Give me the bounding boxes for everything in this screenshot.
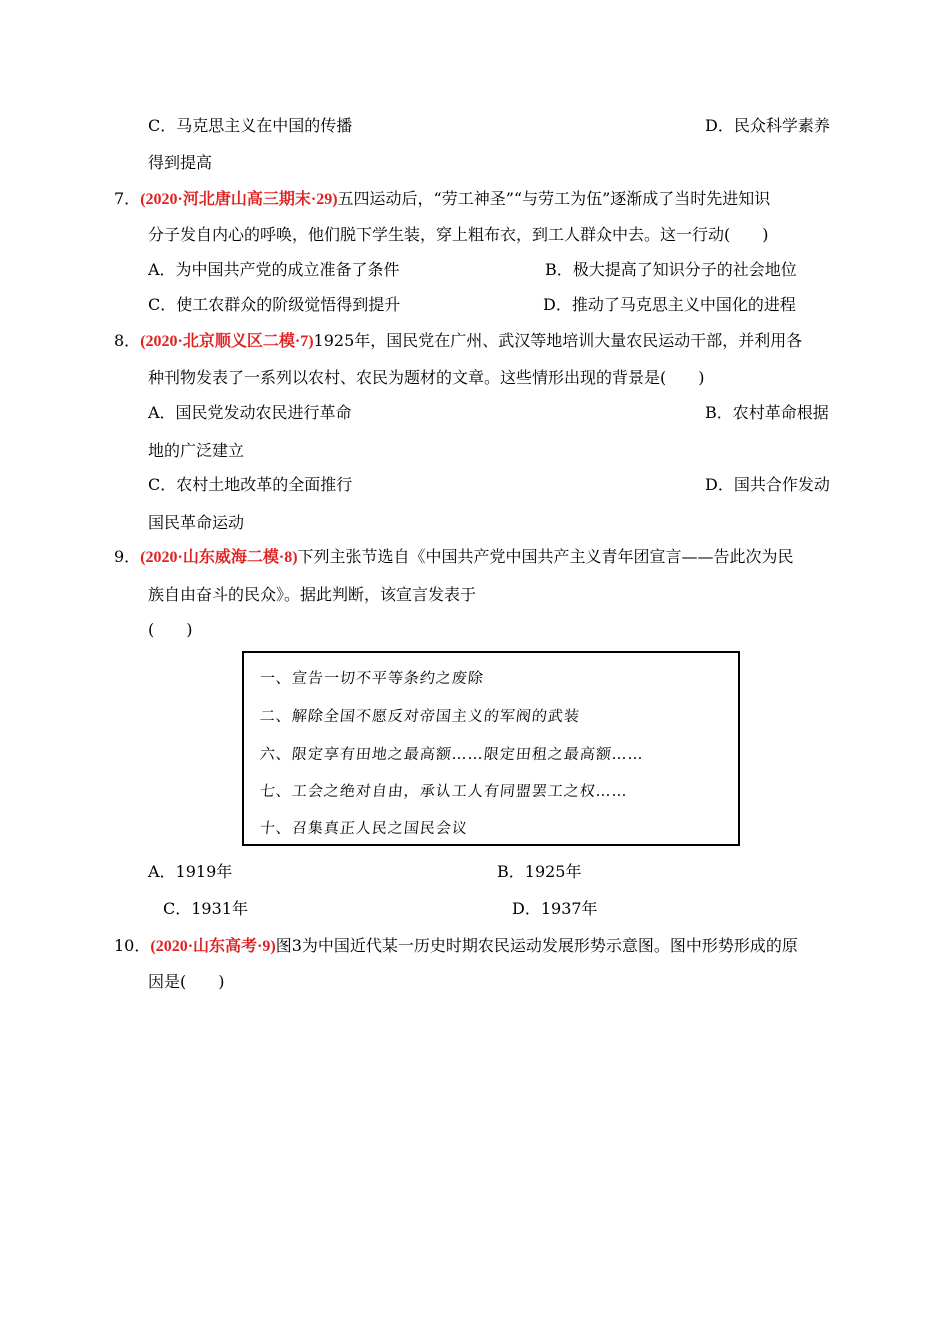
q9-option-b: B．1925年: [497, 862, 582, 881]
q7-option-a: A．为中国共产党的成立准备了条件: [148, 260, 400, 279]
q9-number: 9．: [114, 547, 141, 566]
q9-stem-line2: 族自由奋斗的民众》。据此判断，该宣言发表于: [148, 585, 477, 604]
q6-option-c: C．马克思主义在中国的传播: [148, 116, 353, 135]
q8-option-d: D．国共合作发动: [705, 475, 830, 494]
q9-excerpt-line: 一、宣告一切不平等条约之废除: [259, 669, 485, 687]
q9-option-c: C．1931年: [163, 899, 248, 918]
q8-source: (2020·北京顺义区二模·7): [140, 333, 314, 350]
q6-option-d: D．民众科学素养: [705, 116, 830, 135]
q8-number: 8．: [114, 331, 141, 350]
q9-excerpt-line: 七、工会之绝对自由，承认工人有同盟罢工之权……: [259, 782, 629, 800]
q9-excerpt-line: 六、限定享有田地之最高额……限定田租之最高额……: [259, 745, 645, 763]
q8-option-b: B．农村革命根据: [705, 403, 829, 422]
q8-option-c: C．农村土地改革的全面推行: [148, 475, 353, 494]
q7-number: 7．: [114, 189, 141, 208]
q10-stem-text: 图3为中国近代某一历史时期农民运动发展形势示意图。图中形势形成的原: [275, 936, 798, 955]
q8-option-b-continued: 地的广泛建立: [148, 441, 245, 460]
q9-excerpt-line: 十、召集真正人民之国民会议: [259, 819, 469, 837]
q10-number: 10．: [114, 936, 151, 955]
q10-source: (2020·山东高考·9): [150, 938, 276, 955]
q9-source: (2020·山东威海二模·8): [140, 549, 298, 566]
q9-option-d: D．1937年: [512, 899, 598, 918]
q8-stem-text: 1925年，国民党在广州、武汉等地培训大量农民运动干部，并利用各: [313, 331, 803, 350]
q7-option-b: B．极大提高了知识分子的社会地位: [545, 260, 797, 279]
q8-option-d-continued: 国民革命运动: [148, 513, 245, 532]
q7-source: (2020·河北唐山高三期末·29): [140, 191, 338, 208]
q7-stem-text: 五四运动后，“劳工神圣”“与劳工为伍”逐渐成了当时先进知识: [337, 189, 771, 208]
q9-stem-line3: ( ): [148, 620, 193, 639]
q9-excerpt-box: [242, 651, 740, 846]
q8-option-a: A．国民党发动农民进行革命: [148, 403, 352, 422]
q9-stem-line1: [114, 547, 794, 568]
q7-stem-line2: 分子发自内心的呼唤，他们脱下学生装，穿上粗布衣，到工人群众中去。这一行动( ): [148, 225, 769, 244]
q6-option-d-continued: 得到提高: [148, 153, 213, 172]
q9-stem-text: 下列主张节选自《中国共产党中国共产主义青年团宣言——告此次为民: [297, 547, 794, 566]
q10-stem-line2: 因是( ): [148, 972, 225, 991]
q7-option-c: C．使工农群众的阶级觉悟得到提升: [148, 295, 401, 314]
q9-option-a: A．1919年: [148, 862, 233, 881]
q9-excerpt-line: 二、解除全国不愿反对帝国主义的军阀的武装: [259, 707, 581, 725]
q7-stem-line1: [114, 189, 770, 210]
q10-stem-line1: [114, 936, 798, 957]
q8-stem-line2: 种刊物发表了一系列以农村、农民为题材的文章。这些情形出现的背景是( ): [148, 368, 705, 387]
q7-option-d: D．推动了马克思主义中国化的进程: [543, 295, 796, 314]
q8-stem-line1: [114, 331, 802, 352]
